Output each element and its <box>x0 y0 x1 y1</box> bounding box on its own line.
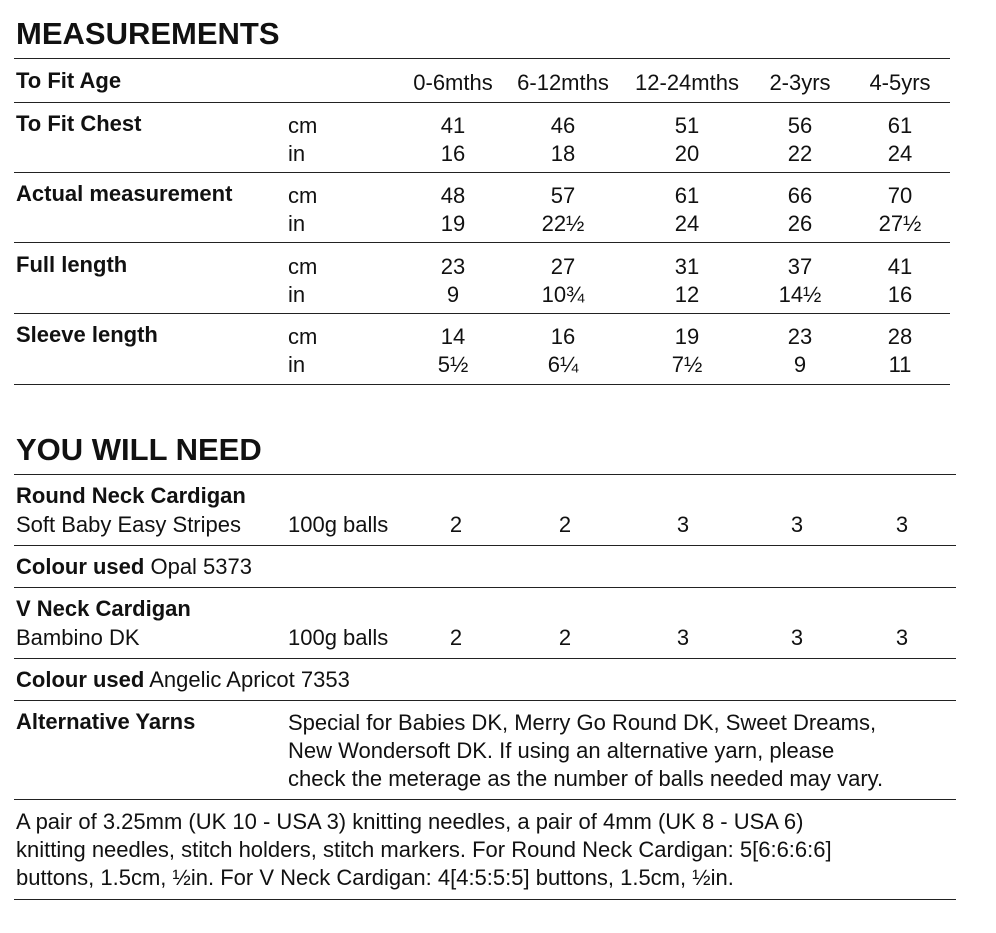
cell: 9 <box>793 352 807 377</box>
cell: 28 <box>887 324 913 349</box>
cell: 19 <box>674 324 700 349</box>
cell: 11 <box>888 352 912 377</box>
age-header: 0-6mths <box>413 70 493 95</box>
ball-count: 3 <box>895 512 909 537</box>
age-header: 6-12mths <box>517 70 609 95</box>
row-label: To Fit Chest <box>16 111 142 136</box>
cell: 70 <box>887 183 913 208</box>
cell: 23 <box>440 254 466 279</box>
cell: 41 <box>440 113 466 138</box>
round-neck-unit: 100g balls <box>288 512 389 537</box>
divider <box>14 58 950 59</box>
cell: 16 <box>440 141 466 166</box>
v-neck-unit: 100g balls <box>288 625 389 650</box>
unit-cm: cm <box>288 254 318 279</box>
cell: 24 <box>674 211 700 236</box>
cell: 14 <box>440 324 466 349</box>
cell: 27½ <box>878 211 922 236</box>
cell: 27 <box>550 254 576 279</box>
cell: 19 <box>440 211 466 236</box>
row-label: Full length <box>16 252 128 277</box>
round-neck-yarn: Soft Baby Easy Stripes <box>16 512 241 537</box>
ball-count: 3 <box>676 625 690 650</box>
cell: 26 <box>787 211 813 236</box>
alternative-yarns-text <box>288 709 883 793</box>
divider <box>14 799 956 800</box>
text-line: A pair of 3.25mm (UK 10 - USA 3) knitting needles, a pair of 4mm (UK 8 - USA 6) <box>16 809 804 834</box>
cell: 46 <box>550 113 576 138</box>
unit-in: in <box>288 352 306 377</box>
ball-count: 3 <box>895 625 909 650</box>
cell: 24 <box>887 141 913 166</box>
cell: 5½ <box>437 352 469 377</box>
v-neck-heading: V Neck Cardigan <box>16 596 191 621</box>
cell: 41 <box>887 254 913 279</box>
cell: 57 <box>550 183 576 208</box>
unit-cm: cm <box>288 113 318 138</box>
cell: 66 <box>787 183 813 208</box>
cell: 23 <box>787 324 813 349</box>
ball-count: 2 <box>449 625 463 650</box>
cell: 12 <box>674 282 700 307</box>
age-header: 2-3yrs <box>769 70 831 95</box>
cell: 22½ <box>541 211 585 236</box>
ball-count: 3 <box>676 512 690 537</box>
text-line: Special for Babies DK, Merry Go Round DK, Sweet Dreams, <box>288 710 877 735</box>
cell: 16 <box>887 282 913 307</box>
divider <box>14 899 956 900</box>
divider <box>14 172 950 173</box>
ball-count: 3 <box>790 512 804 537</box>
divider <box>14 102 950 103</box>
cell: 20 <box>674 141 700 166</box>
cell: 14½ <box>778 282 822 307</box>
cell: 61 <box>887 113 913 138</box>
unit-in: in <box>288 211 306 236</box>
divider <box>14 474 956 475</box>
v-neck-yarn: Bambino DK <box>16 625 140 650</box>
round-neck-heading: Round Neck Cardigan <box>16 483 246 508</box>
cell: 7½ <box>671 352 703 377</box>
unit-in: in <box>288 141 306 166</box>
ball-count: 3 <box>790 625 804 650</box>
round-neck-colour <box>16 556 252 578</box>
divider <box>14 384 950 385</box>
cell: 61 <box>674 183 700 208</box>
unit-cm: cm <box>288 183 318 208</box>
text-line: New Wondersoft DK. If using an alternative yarn, please <box>288 738 835 763</box>
colour-label: Colour used <box>16 667 145 692</box>
age-header: 4-5yrs <box>869 70 931 95</box>
row-label: Sleeve length <box>16 322 158 347</box>
row-label: Actual measurement <box>16 181 233 206</box>
text-line: check the meterage as the number of balls needed may vary. <box>288 766 884 791</box>
age-header: 12-24mths <box>635 70 739 95</box>
cell: 22 <box>787 141 813 166</box>
cell: 10¾ <box>541 282 585 307</box>
divider <box>14 587 956 588</box>
v-neck-colour <box>16 669 350 691</box>
text-line: buttons, 1.5cm, ½in. For V Neck Cardigan: 4[4:5:5:5] buttons, 1.5cm, ½in. <box>16 865 734 890</box>
cell: 56 <box>787 113 813 138</box>
divider <box>14 700 956 701</box>
ball-count: 2 <box>558 625 572 650</box>
divider <box>14 242 950 243</box>
colour-value: Opal 5373 <box>150 554 252 579</box>
cell: 37 <box>787 254 813 279</box>
measurements-title: MEASUREMENTS <box>16 16 280 51</box>
cell: 48 <box>440 183 466 208</box>
unit-in: in <box>288 282 306 307</box>
needles-text <box>16 808 832 892</box>
ball-count: 2 <box>449 512 463 537</box>
cell: 6¼ <box>547 352 579 377</box>
you-will-need-title: YOU WILL NEED <box>16 432 262 467</box>
colour-label: Colour used <box>16 554 145 579</box>
age-label: To Fit Age <box>16 68 122 93</box>
ball-count: 2 <box>558 512 572 537</box>
cell: 9 <box>446 282 460 307</box>
text-line: knitting needles, stitch holders, stitch markers. For Round Neck Cardigan: 5[6:6:6:6] <box>16 837 832 862</box>
cell: 51 <box>674 113 700 138</box>
cell: 31 <box>674 254 700 279</box>
colour-value: Angelic Apricot 7353 <box>149 667 350 692</box>
cell: 16 <box>550 324 576 349</box>
divider <box>14 658 956 659</box>
cell: 18 <box>550 141 576 166</box>
alternative-yarns-label: Alternative Yarns <box>16 709 196 734</box>
unit-cm: cm <box>288 324 318 349</box>
divider <box>14 545 956 546</box>
divider <box>14 313 950 314</box>
